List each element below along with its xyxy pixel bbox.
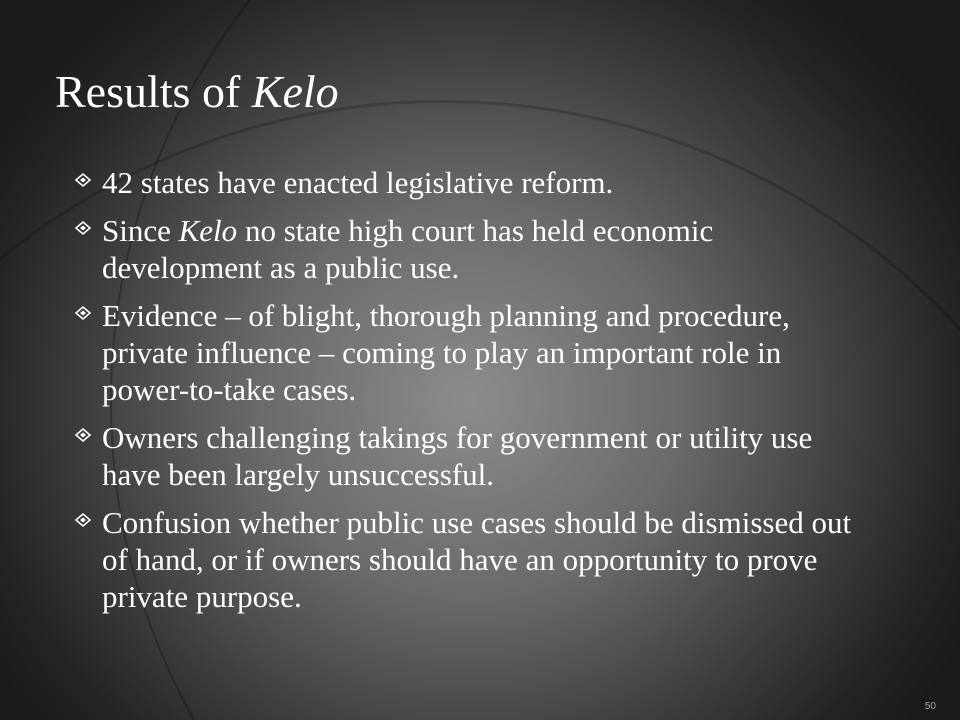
diamond-arrow-bullet-icon [74, 506, 92, 536]
bullet-item [74, 212, 854, 286]
slide-title-text: Results of [55, 66, 252, 117]
bullet-item [74, 164, 854, 201]
bullet-text: no state high court has held economic development as a public use. [102, 213, 714, 285]
slide-title [55, 64, 339, 120]
slide-title-emphasis: Kelo [251, 66, 339, 117]
bullet-text: Owners challenging takings for government or utility use have been largely unsuccessful. [102, 420, 813, 492]
diamond-arrow-bullet-icon [74, 299, 92, 329]
diamond-arrow-bullet-icon [74, 214, 92, 244]
bullet-item [74, 419, 854, 493]
bullet-text: 42 states have enacted legislative reform. [102, 165, 614, 200]
bullet-item [74, 504, 854, 615]
diamond-arrow-bullet-icon [74, 421, 92, 451]
bullet-list [74, 164, 854, 626]
diamond-arrow-bullet-icon [74, 166, 92, 196]
bullet-text-italic: Kelo [178, 213, 238, 248]
bullet-text: Since [102, 213, 179, 248]
bullet-text: Confusion whether public use cases should be dismissed out of hand, or if owners should have an opportunity to prove private purpose. [102, 505, 852, 614]
bullet-text: Evidence – of blight, thorough planning and procedure, private influence – coming to play an important role in power-to-take cases. [102, 298, 790, 407]
page-number: 50 [924, 701, 936, 712]
bullet-item [74, 297, 854, 408]
